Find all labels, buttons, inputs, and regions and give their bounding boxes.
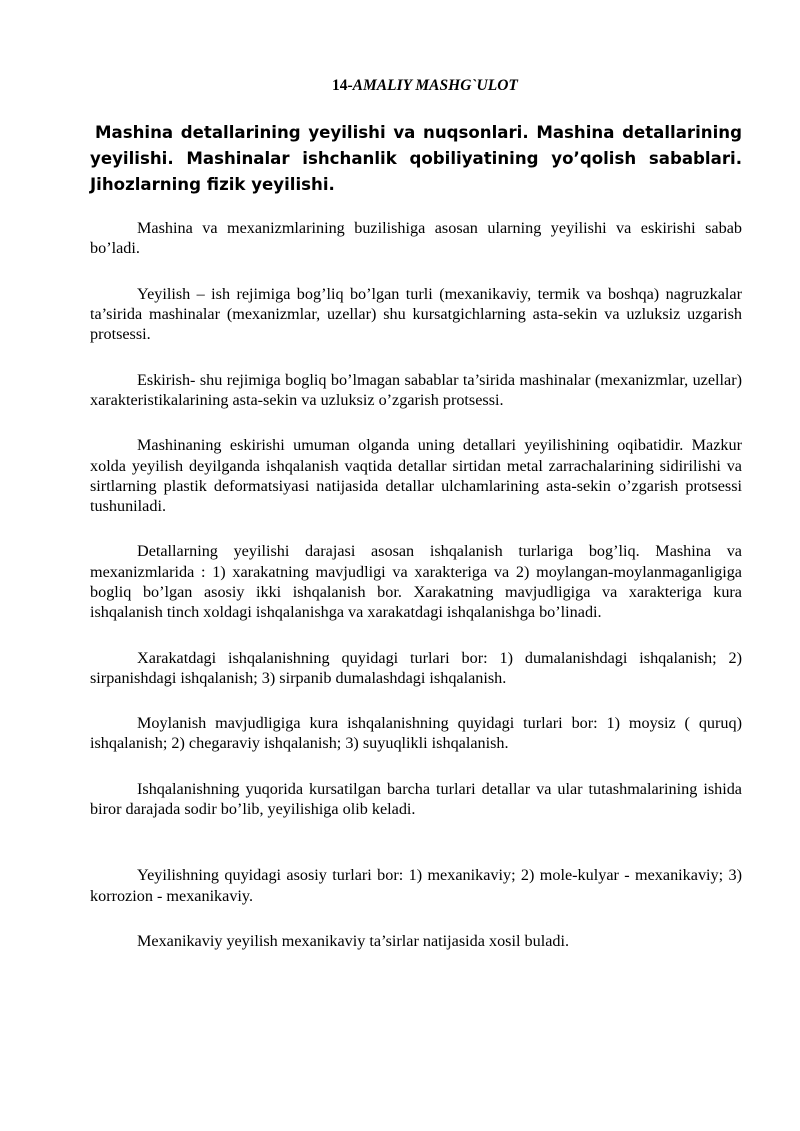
- paragraph-2: Yeyilish – ish rejimiga bog’liq bo’lgan turli (mexanikaviy, termik va boshqa) nagruzkalar ta’sirida mashinalar (mexanizmlar, uzellar) shu kursatgichlarning asta-sekin va uzluksiz uzgarish protsessi.: [90, 284, 742, 344]
- topic-title: Mashina detallarining yeyilishi va nuqsonlari. Mashina detallarining yeyilishi. Mashinalar ishchanlik qobiliyatining yo’qolish sabablari. Jihozlarning fizik yeyilishi.: [90, 123, 742, 194]
- lesson-number: 14-: [332, 77, 353, 94]
- paragraph-4: Mashinaning eskirishi umuman olganda uning detallari yeyilishining oqibatidir. Mazkur xolda yeyilish deyilganda ishqalanish vaqtida detallar sirtidan metal zarrachalarining sidirilishi va sirtlarning plastik deformatsiyasi natijasida detallar ulchamlarining asta-sekin o’zgarish protsessi tushuniladi.: [90, 436, 742, 515]
- practical-lesson-heading: [332, 77, 518, 95]
- paragraph-7: Moylanish mavjudligiga kura ishqalanishning quyidagi turlari bor: 1) moysiz ( quruq) ishqalanish; 2) chegaraviy ishqalanish; 3) suyuqlikli ishqalanish.: [90, 714, 742, 753]
- paragraph-3: Eskirish- shu rejimiga bogliq bo’lmagan sabablar ta’sirida mashinalar (mexanizmlar, uzellar) xarakteristikalarining asta-sekin va uzluksiz o’zgarish protsessi.: [90, 370, 742, 409]
- paragraph-1: Mashina va mexanizmlarining buzilishiga asosan ularning yeyilishi va eskirishi sabab bo’ladi.: [90, 219, 742, 258]
- paragraph-5: Detallarning yeyilishi darajasi asosan ishqalanish turlariga bog’liq. Mashina va mexanizmlarida : 1) xarakatning mavjudligi va xarakteriga va 2) moylangan-moylanmaganligiga bogliq bo’lgan asosiy ikki ishqalanish bor. Xarakatning mavjudligiga va xarakteriga kura ishqalanish tinch xoldagi ishqalanishga va xarakatdagi ishqalanishga bo’linadi.: [90, 542, 742, 622]
- lesson-title: AMALIY MASHG`ULOT: [352, 77, 518, 94]
- paragraph-9: Yeyilishning quyidagi asosiy turlari bor: 1) mexanikaviy; 2) mole-kulyar - mexanikaviy; 3) korrozion - mexanikaviy.: [90, 866, 742, 905]
- paragraph-10: Mexanikaviy yeyilish mexanikaviy ta’sirlar natijasida xosil buladi.: [137, 932, 570, 951]
- document-page: [90, 0, 742, 1131]
- paragraph-6: Xarakatdagi ishqalanishning quyidagi turlari bor: 1) dumalanishdagi ishqalanish; 2) sirpanishdagi ishqalanish; 3) sirpanib dumalashdagi ishqalanish.: [90, 648, 742, 687]
- paragraph-8: Ishqalanishning yuqorida kursatilgan barcha turlari detallar va ular tutashmalarining ishida biror darajada sodir bo’lib, yeyilishiga olib keladi.: [90, 779, 742, 819]
- body-text: [90, 218, 742, 977]
